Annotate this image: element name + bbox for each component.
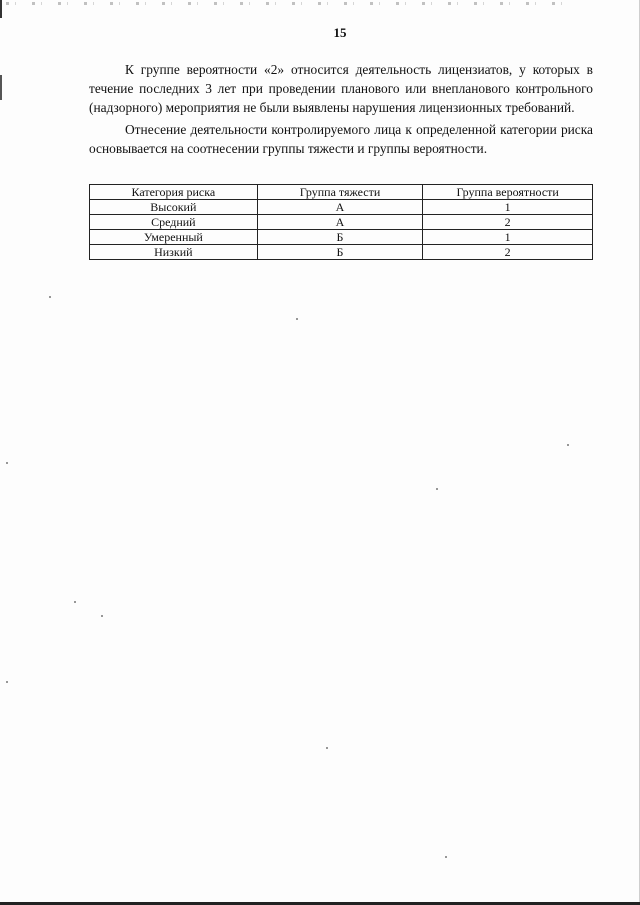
scan-speck	[296, 318, 298, 320]
scan-speck	[6, 681, 8, 683]
cell-probability-group: 2	[423, 245, 593, 260]
paragraph-risk-category: Отнесение деятельности контролируемого лица к определенной категории риска основывается на соотнесении группы тяжести и группы вероятности.	[89, 122, 593, 156]
scan-speck	[101, 615, 103, 617]
page-number: 15	[333, 25, 347, 40]
scan-speck	[436, 488, 438, 490]
cell-risk-category: Средний	[90, 215, 258, 230]
table-row	[90, 215, 593, 230]
paragraph-probability-group: К группе вероятности «2» относится деятельность лицензиатов, у которых в течение последних 3 лет при проведении планового или внепланового контрольного (надзорного) мероприятия не были выявлены нарушения лицензионных требований.	[89, 62, 593, 115]
table-header-row	[90, 185, 593, 200]
cell-risk-category: Низкий	[90, 245, 258, 260]
table-row	[90, 245, 593, 260]
body-text	[89, 60, 593, 158]
risk-category-table	[89, 184, 593, 260]
column-header-severity-group: Группа тяжести	[257, 185, 423, 200]
cell-severity-group: Б	[257, 230, 423, 245]
cell-severity-group: А	[257, 215, 423, 230]
scan-speck	[326, 747, 328, 749]
table-row	[90, 230, 593, 245]
cell-severity-group: А	[257, 200, 423, 215]
cell-probability-group: 1	[423, 200, 593, 215]
cell-severity-group: Б	[257, 245, 423, 260]
scan-noise-artifact	[6, 2, 566, 5]
scan-edge-artifact	[0, 0, 2, 905]
column-header-probability-group: Группа вероятности	[423, 185, 593, 200]
scan-speck	[74, 601, 76, 603]
cell-risk-category: Высокий	[90, 200, 258, 215]
cell-risk-category: Умеренный	[90, 230, 258, 245]
column-header-risk-category: Категория риска	[90, 185, 258, 200]
cell-probability-group: 2	[423, 215, 593, 230]
scan-speck	[49, 296, 51, 298]
table-row	[90, 200, 593, 215]
scan-speck	[6, 462, 8, 464]
scan-speck	[445, 856, 447, 858]
cell-probability-group: 1	[423, 230, 593, 245]
scan-speck	[567, 444, 569, 446]
